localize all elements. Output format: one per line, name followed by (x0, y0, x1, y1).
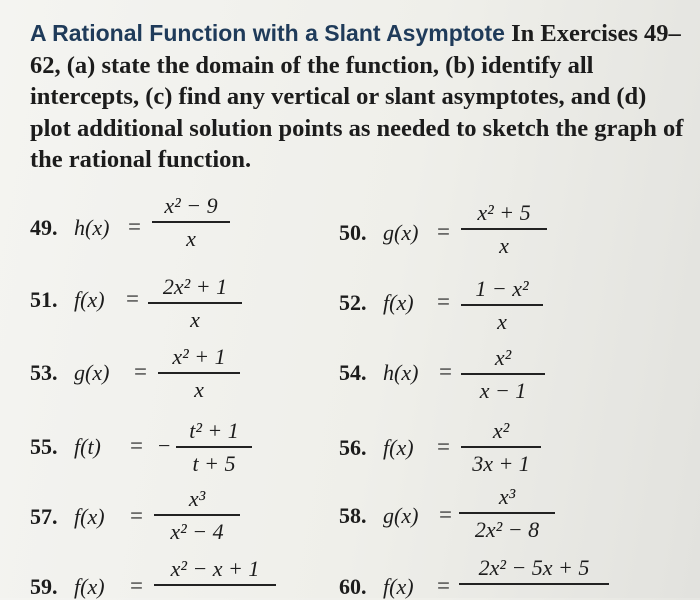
problem-number: 49. (30, 215, 58, 240)
numerator: x² − 9 (164, 193, 218, 218)
problem-number: 56. (339, 435, 367, 460)
equals-sign: = (439, 502, 452, 527)
function-name: h(x) (74, 215, 110, 240)
problem-number: 51. (30, 287, 58, 312)
fraction (154, 556, 276, 589)
problem-number: 59. (30, 574, 58, 599)
function-name: f(x) (383, 290, 414, 315)
denominator: x (499, 232, 509, 258)
denominator: 2x² − 8 (474, 516, 540, 542)
fraction-bar (148, 302, 242, 304)
denominator: x − 1 (479, 377, 527, 403)
equals-sign: = (437, 434, 450, 459)
numerator: 2x² + 1 (162, 274, 228, 299)
fraction (152, 193, 230, 252)
fraction (154, 486, 240, 545)
numerator: x³ (188, 486, 206, 511)
exercise-heading (30, 18, 685, 176)
numerator: x² (494, 345, 512, 370)
function-name: f(t) (74, 434, 101, 459)
equals-sign: = (437, 219, 450, 244)
function-name: f(x) (383, 435, 414, 460)
fraction-bar (461, 373, 545, 375)
denominator: x (497, 308, 507, 334)
fraction-bar (461, 228, 547, 230)
equals-sign: = (437, 289, 450, 314)
fraction (461, 276, 543, 335)
function-name: g(x) (383, 220, 419, 245)
fraction (158, 344, 240, 403)
function-name: f(x) (74, 574, 105, 599)
fraction (459, 484, 555, 543)
fraction-bar (176, 446, 252, 448)
numerator: 2x² − 5x + 5 (478, 555, 590, 580)
fraction-bar (459, 583, 609, 585)
numerator: x² − x + 1 (170, 556, 260, 581)
fraction (461, 418, 541, 477)
equals-sign: = (130, 503, 143, 528)
denominator: x (190, 306, 200, 332)
denominator: x (194, 376, 204, 402)
problem-number: 50. (339, 220, 367, 245)
fraction-bar (154, 584, 276, 586)
fraction-bar (154, 514, 240, 516)
function-name: f(x) (383, 574, 414, 599)
problem-number: 53. (30, 360, 58, 385)
fraction-bar (461, 446, 541, 448)
negative-sign: − (158, 433, 171, 458)
fraction (461, 345, 545, 404)
problem-number: 58. (339, 503, 367, 528)
fraction-bar (152, 221, 230, 223)
fraction (459, 555, 609, 588)
fraction-bar (158, 372, 240, 374)
numerator: x² (492, 418, 510, 443)
equals-sign: = (128, 214, 141, 239)
function-name: h(x) (383, 360, 419, 385)
equals-sign: = (126, 286, 139, 311)
problem-number: 60. (339, 574, 367, 599)
numerator: x³ (498, 484, 516, 509)
numerator: 1 − x² (475, 276, 529, 301)
equals-sign: = (130, 573, 143, 598)
problem-number: 55. (30, 434, 58, 459)
equals-sign: = (130, 433, 143, 458)
denominator: x² − 4 (170, 518, 224, 544)
function-name: g(x) (383, 503, 419, 528)
problem-number: 54. (339, 360, 367, 385)
problem-number: 52. (339, 290, 367, 315)
function-name: f(x) (74, 504, 105, 529)
problem-number: 57. (30, 504, 58, 529)
instructions-text: In Exercises 49–62, (a) state the domain of the function, (b) identify all intercepts, (c) find any vertical or slant asymptotes, and (d) plot additional solution points as needed to sketch the graph of the rational function. (30, 20, 684, 173)
equals-sign: = (439, 359, 452, 384)
numerator: x² + 1 (172, 344, 226, 369)
fraction-bar (461, 304, 543, 306)
denominator: 3x + 1 (472, 450, 530, 476)
section-title: A Rational Function with a Slant Asymptote (30, 20, 505, 46)
equals-sign: = (134, 359, 147, 384)
fraction-bar (459, 512, 555, 514)
fraction (176, 418, 252, 477)
denominator: x (186, 225, 196, 251)
function-name: f(x) (74, 287, 105, 312)
function-name: g(x) (74, 360, 110, 385)
equals-sign: = (437, 573, 450, 598)
fraction (461, 200, 547, 259)
numerator: x² + 5 (477, 200, 531, 225)
denominator: t + 5 (192, 450, 236, 476)
fraction (148, 274, 242, 333)
numerator: t² + 1 (189, 418, 239, 443)
